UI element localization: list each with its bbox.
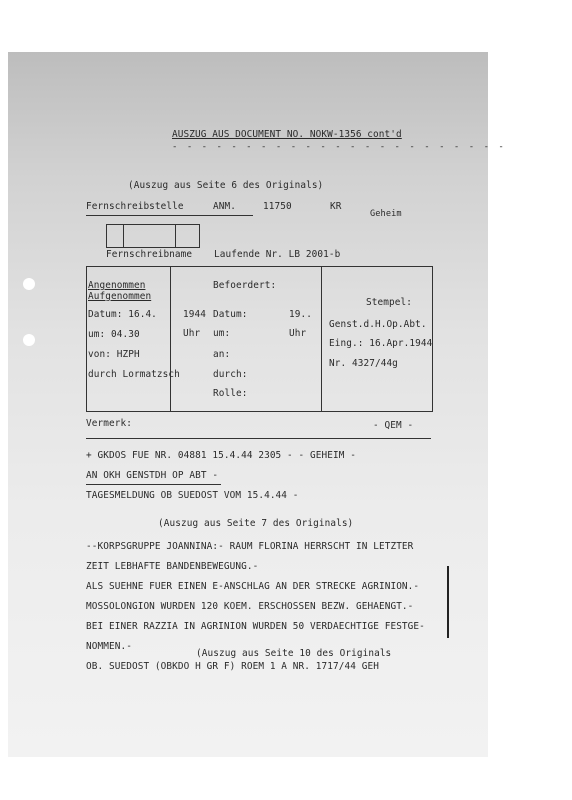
kr-label: KR — [330, 201, 342, 212]
forward-uhr-right: Uhr — [289, 328, 307, 339]
forward-uhr-left: Uhr — [183, 328, 201, 339]
punch-hole-top — [23, 278, 35, 290]
header-underline — [86, 215, 253, 216]
anm-label: ANM. — [213, 201, 236, 212]
gkdos-line: + GKDOS FUE NR. 04881 15.4.44 2305 - - GEHEIM - — [86, 450, 356, 461]
forward-year: 1944 — [183, 309, 206, 320]
fernschreibname-label: Fernschreibname — [106, 249, 193, 260]
margin-mark — [447, 566, 449, 638]
address-line: AN OKH GENSTDH OP ABT - — [86, 470, 219, 481]
fernschreibname-divider-1 — [123, 224, 124, 247]
received-date: Datum: 16.4. — [88, 309, 157, 320]
befoerdert-label: Befoerdert: — [213, 280, 277, 291]
geheim-note: Geheim — [370, 209, 402, 219]
table-divider-2 — [321, 266, 322, 411]
angenommen-label: Angenommen — [88, 280, 146, 291]
stamp-line-3: Nr. 4327/44g — [329, 358, 398, 369]
stamp-label: Stempel: — [366, 297, 412, 308]
received-from: von: HZPH — [88, 349, 140, 360]
punch-hole-bottom — [23, 334, 35, 346]
body-line-4: MOSSOLONGION WURDEN 120 KOEM. ERSCHOSSEN BEZW. GEHAENGT.- — [86, 601, 414, 612]
document-heading: AUSZUG AUS DOCUMENT NO. NOKW-1356 cont'd — [172, 129, 402, 140]
fernschreibname-box — [106, 224, 200, 248]
body-line-5: BEI EINER RAZZIA IN AGRINION WURDEN 50 VERDAECHTIGE FESTGE- — [86, 621, 425, 632]
excerpt-note-page-6: (Auszug aus Seite 6 des Originals) — [128, 180, 324, 191]
body-line-6: NOMMEN.- — [86, 641, 132, 652]
body-line-1: --KORPSGRUPPE JOANNINA:- RAUM FLORINA HERRSCHT IN LETZTER — [86, 541, 414, 552]
forward-by-label: durch: — [213, 369, 248, 380]
heading-rule: - - - - - - - - - - - - - - - - - - - - - - - — [172, 142, 506, 152]
tagesmeldung-line: TAGESMELDUNG OB SUEDOST VOM 15.4.44 - — [86, 490, 299, 501]
vermerk-label: Vermerk: — [86, 418, 132, 429]
fernschreibstelle-label: Fernschreibstelle — [86, 201, 184, 212]
final-line: OB. SUEDOST (OBKDO H GR F) ROEM 1 A NR. 1717/44 GEH — [86, 661, 379, 672]
received-time: um: 04.30 — [88, 329, 140, 340]
forward-day: 19.. — [289, 309, 312, 320]
table-divider-1 — [170, 266, 171, 411]
qem-marker: - QEM - — [373, 420, 414, 431]
anm-number: 11750 — [263, 201, 292, 212]
forward-role-label: Rolle: — [213, 388, 248, 399]
aufgenommen-label: Aufgenommen — [88, 291, 152, 302]
fernschreibname-divider-2 — [175, 224, 176, 247]
forward-time-label: um: — [213, 328, 231, 339]
received-by: durch Lormatzsch — [88, 369, 180, 380]
stamp-line-1: Genst.d.H.Op.Abt. — [329, 319, 427, 330]
excerpt-note-page-10: (Auszug aus Seite 10 des Originals — [196, 648, 392, 659]
body-line-3: ALS SUEHNE FUER EINEN E-ANSCHLAG AN DER STRECKE AGRINION.- — [86, 581, 420, 592]
forward-date-label: Datum: — [213, 309, 248, 320]
excerpt-note-page-7: (Auszug aus Seite 7 des Originals) — [158, 518, 354, 529]
address-underline — [86, 484, 221, 485]
body-line-2: ZEIT LEBHAFTE BANDENBEWEGUNG.- — [86, 561, 259, 572]
forward-to-label: an: — [213, 349, 231, 360]
laufende-nummer: Laufende Nr. LB 2001-b — [214, 249, 341, 260]
stamp-line-2: Eing.: 16.Apr.1944 — [329, 338, 433, 349]
vermerk-rule — [86, 438, 431, 439]
